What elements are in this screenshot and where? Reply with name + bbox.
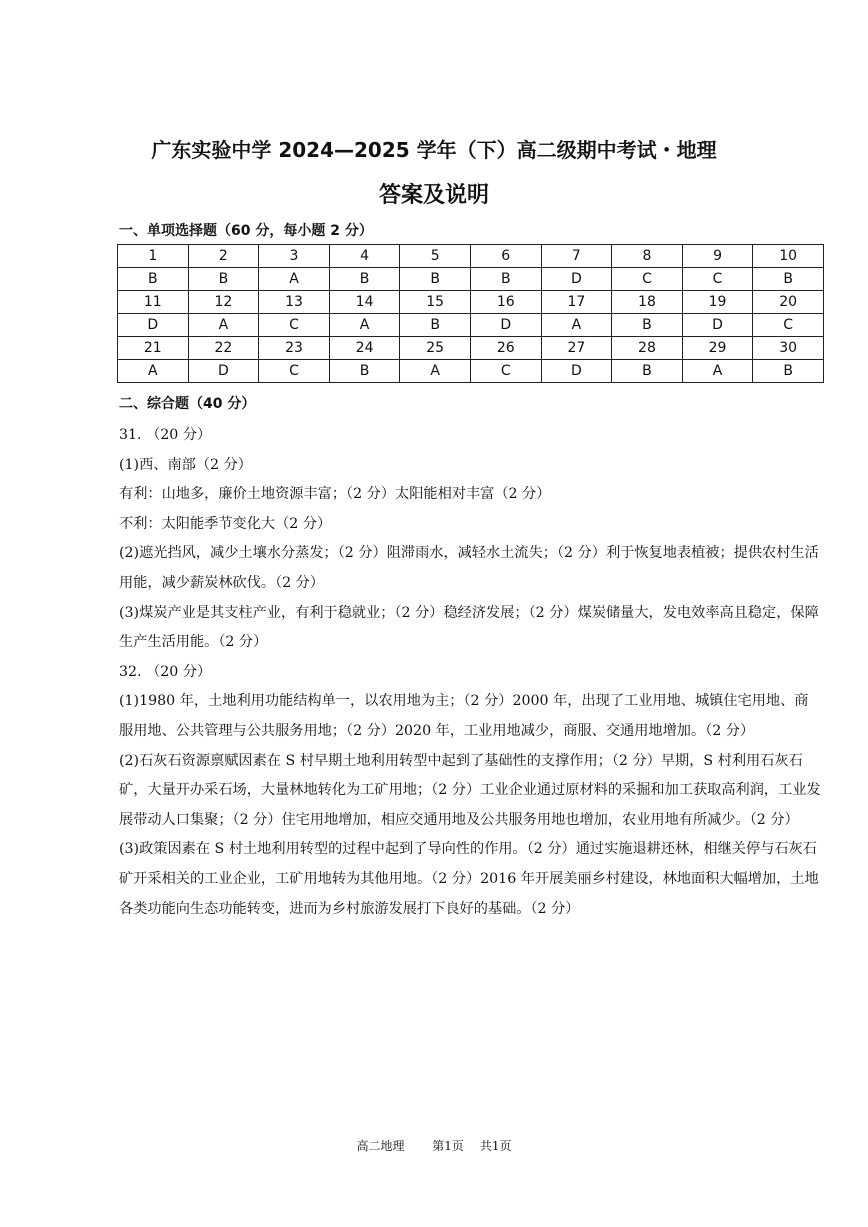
- question-number-cell: 29: [682, 337, 753, 360]
- question-number-cell: 23: [259, 337, 330, 360]
- answer-cell: A: [118, 360, 189, 383]
- document-title: 广东实验中学 2024—2025 学年（下）高二级期中考试・地理: [151, 138, 717, 162]
- q32-heading: 32. （20 分）: [119, 663, 212, 680]
- question-number-cell: 10: [753, 245, 824, 268]
- answer-cell: A: [541, 314, 612, 337]
- answer-cell: A: [329, 314, 400, 337]
- answer-cell: A: [188, 314, 259, 337]
- answer-table: [117, 244, 824, 383]
- answer-cell: A: [259, 268, 330, 291]
- q31-advantage: 有利：山地多，廉价土地资源丰富；（2 分）太阳能相对丰富（2 分）: [119, 486, 551, 503]
- answer-cell: C: [612, 268, 683, 291]
- q32-part3: (3)政策因素在 S 村土地利用转型的过程中起到了导向性的作用。（2 分）通过实施退耕还林，相继关停与石灰石矿开采相关的工业企业，工矿用地转为其他用地。（2 分）2016 年开展美丽乡村建设，林地面积大幅增加，土地各类功能向生态功能转变，进而为乡村旅游发展打下良好的基础。（2 分）: [119, 841, 819, 917]
- answer-cell: D: [541, 268, 612, 291]
- question-number-cell: 20: [753, 291, 824, 314]
- question-number-cell: 12: [188, 291, 259, 314]
- answer-cell: A: [682, 360, 753, 383]
- answer-cell: C: [259, 360, 330, 383]
- footer-subject: 高二地理: [356, 1139, 405, 1153]
- answer-cell: B: [188, 268, 259, 291]
- answer-cell: C: [259, 314, 330, 337]
- question-number-cell: 19: [682, 291, 753, 314]
- question-number-cell: 26: [470, 337, 541, 360]
- q31-disadvantage: 不利：太阳能季节变化大（2 分）: [119, 515, 332, 532]
- question-number-cell: 8: [612, 245, 683, 268]
- answer-row: [118, 314, 824, 337]
- question-number-cell: 14: [329, 291, 400, 314]
- question-number-cell: 2: [188, 245, 259, 268]
- question-number-cell: 5: [400, 245, 471, 268]
- q31-part3: (3)煤炭产业是其支柱产业，有利于稳就业；（2 分）稳经济发展；（2 分）煤炭储量大，发电效率高且稳定，保障生产生活用能。（2 分）: [119, 604, 819, 651]
- question-number-cell: 27: [541, 337, 612, 360]
- answer-cell: B: [329, 268, 400, 291]
- document-subtitle: 答案及说明: [378, 183, 489, 208]
- question-number-cell: 15: [400, 291, 471, 314]
- question-number-cell: 18: [612, 291, 683, 314]
- section-heading-choice: 一、单项选择题（60 分，每小题 2 分）: [119, 223, 373, 239]
- question-number-cell: 25: [400, 337, 471, 360]
- question-number-cell: 1: [118, 245, 189, 268]
- question-number-cell: 24: [329, 337, 400, 360]
- question-number-cell: 17: [541, 291, 612, 314]
- page-footer: [0, 1137, 868, 1154]
- footer-page: 第1页: [432, 1139, 464, 1153]
- answer-cell: B: [329, 360, 400, 383]
- answer-cell: A: [400, 360, 471, 383]
- q32-part1: (1)1980 年，土地利用功能结构单一，以农用地为主；（2 分）2000 年，出现了工业用地、城镇住宅用地、商服用地、公共管理与公共服务用地；（2 分）2020 年，工业用地减少，商服、交通用地增加。（2 分）: [119, 693, 809, 739]
- q32-part2: (2)石灰石资源禀赋因素在 S 村早期土地利用转型中起到了基础性的支撑作用；（2 分）早期，S 村利用石灰石矿，大量开办采石场，大量林地转化为工矿用地；（2 分）工业企业通过原材料的采掘和加工获取高利润，工业发展带动人口集聚；（2 分）住宅用地增加，相应交通用地及公共服务用地也增加，农业用地有所减少。（2 分）: [119, 752, 821, 828]
- answer-cell: B: [400, 314, 471, 337]
- answer-cell: D: [541, 360, 612, 383]
- question-number-row: [118, 337, 824, 360]
- answer-cell: D: [118, 314, 189, 337]
- answer-cell: B: [612, 360, 683, 383]
- answer-cell: C: [682, 268, 753, 291]
- answer-cell: D: [470, 314, 541, 337]
- answer-body: [119, 421, 821, 924]
- answer-row: [118, 268, 824, 291]
- question-number-cell: 6: [470, 245, 541, 268]
- question-number-cell: 28: [612, 337, 683, 360]
- answer-cell: D: [682, 314, 753, 337]
- answer-cell: B: [470, 268, 541, 291]
- question-number-cell: 30: [753, 337, 824, 360]
- question-number-row: [118, 291, 824, 314]
- answer-cell: C: [753, 314, 824, 337]
- question-number-cell: 3: [259, 245, 330, 268]
- answer-cell: B: [612, 314, 683, 337]
- question-number-cell: 21: [118, 337, 189, 360]
- q31-part2: (2)遮光挡风，减少土壤水分蒸发；（2 分）阻滞雨水，减轻水土流失；（2 分）利于恢复地表植被；提供农村生活用能，减少薪炭林砍伐。（2 分）: [119, 545, 819, 591]
- answer-cell: B: [753, 268, 824, 291]
- answer-cell: B: [400, 268, 471, 291]
- answer-cell: D: [188, 360, 259, 383]
- section-heading-comprehensive: 二、综合题（40 分）: [119, 396, 256, 412]
- answer-row: [118, 360, 824, 383]
- q31-part1: (1)西、南部（2 分）: [119, 456, 252, 473]
- question-number-cell: 22: [188, 337, 259, 360]
- question-number-cell: 7: [541, 245, 612, 268]
- question-number-cell: 13: [259, 291, 330, 314]
- question-number-cell: 11: [118, 291, 189, 314]
- answer-cell: B: [118, 268, 189, 291]
- answer-cell: B: [753, 360, 824, 383]
- q31-heading: 31. （20 分）: [119, 427, 212, 443]
- question-number-cell: 9: [682, 245, 753, 268]
- question-number-row: [118, 245, 824, 268]
- footer-total: 共1页: [479, 1139, 512, 1153]
- answer-cell: C: [470, 360, 541, 383]
- question-number-cell: 16: [470, 291, 541, 314]
- question-number-cell: 4: [329, 245, 400, 268]
